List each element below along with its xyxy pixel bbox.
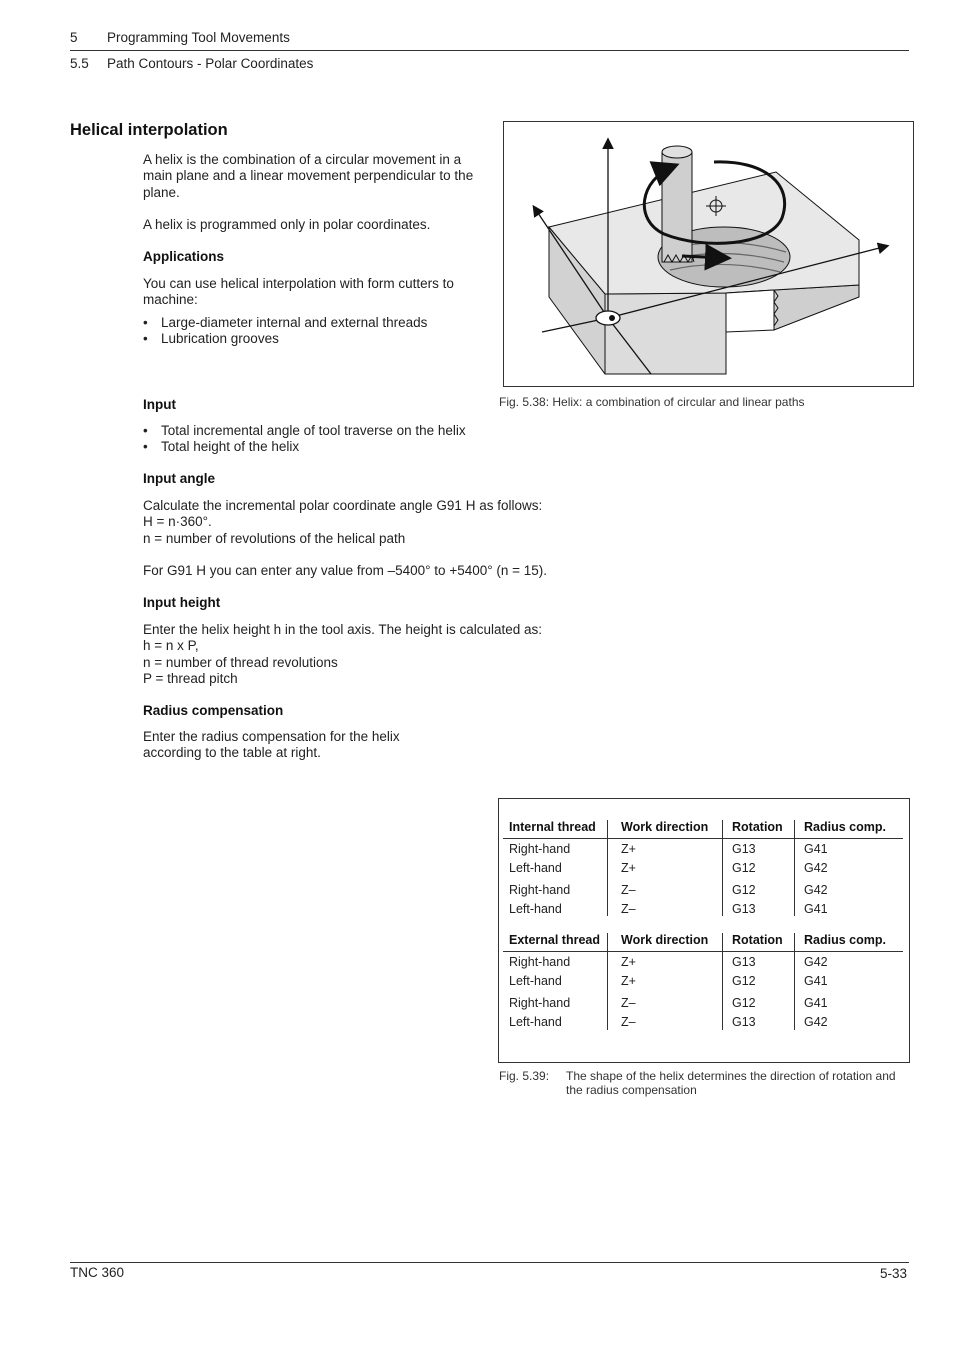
table-cell: G42 [804, 883, 828, 897]
input-angle-line: n = number of revolutions of the helical path [143, 530, 406, 546]
applications-paragraph: You can use helical interpolation with form cutters to machine: [143, 276, 454, 308]
chapter-title: Programming Tool Movements [107, 30, 290, 45]
table-cell: G41 [804, 974, 828, 988]
table-cell: G12 [732, 883, 756, 897]
table-cell: G42 [804, 955, 828, 969]
radius-comp-block [143, 729, 483, 762]
table-rule [503, 951, 903, 952]
page-title: Helical interpolation [70, 121, 228, 139]
table-cell: Right-hand [509, 883, 571, 897]
table-rule [794, 933, 795, 1030]
input-angle-heading: Input angle [143, 471, 215, 486]
list-item: • Lubrication grooves [143, 331, 483, 347]
radius-comp-line: Enter the radius compensation for the helix [143, 729, 400, 744]
table-cell: Right-hand [509, 996, 571, 1010]
intro-paragraph: A helix is programmed only in polar coordinates. [143, 217, 431, 232]
applications-list [143, 315, 483, 348]
table-cell: Z+ [621, 861, 636, 875]
intro-block [143, 152, 483, 201]
table-rule [607, 820, 608, 916]
list-item: • Total incremental angle of tool traverse on the helix [143, 423, 523, 439]
applications-heading: Applications [143, 249, 225, 264]
input-angle-note-text: For G91 H you can enter any value from –5400° to +5400° (n = 15). [143, 563, 548, 578]
list-item: • Large-diameter internal and external threads [143, 315, 483, 331]
table-cell: Z– [621, 883, 636, 897]
table-header-cell: External thread [509, 933, 601, 947]
input-angle-line: Calculate the incremental polar coordinate angle G91 H as follows: [143, 498, 543, 513]
radius-comp-heading: Radius compensation [143, 703, 284, 718]
applications-text [143, 276, 473, 309]
table-cell: Right-hand [509, 955, 571, 969]
table-cell: Z– [621, 1015, 636, 1029]
table-header-cell: Work direction [621, 820, 709, 834]
intro-paragraph: A helix is the combination of a circular movement in a main plane and a linear movement perpendicular to the plane. [143, 152, 474, 200]
section-title: Path Contours - Polar Coordinates [107, 56, 314, 71]
helix-illustration [504, 122, 913, 386]
table-header-cell: Internal thread [509, 820, 596, 834]
table-header-cell: Rotation [732, 933, 783, 947]
input-angle-block [143, 498, 603, 547]
table-header-cell: Radius comp. [804, 933, 886, 947]
list-item: • Total height of the helix [143, 439, 523, 455]
table-cell: Z+ [621, 955, 636, 969]
footer-rule [70, 1262, 909, 1263]
helix-figure [503, 121, 914, 387]
table-cell: Left-hand [509, 861, 562, 875]
input-list [143, 423, 523, 456]
table-cell: G41 [804, 996, 828, 1010]
input-angle-note [143, 563, 613, 579]
table-cell: Z– [621, 996, 636, 1010]
table-cell: Right-hand [509, 842, 571, 856]
table-cell: G41 [804, 902, 828, 916]
intro-block-2 [143, 217, 483, 233]
table-rule [722, 820, 723, 916]
table-cell: G13 [732, 1015, 756, 1029]
table-cell: Left-hand [509, 902, 562, 916]
table-header-cell: Rotation [732, 820, 783, 834]
radius-comp-line: according to the table at right. [143, 745, 321, 761]
table-cell: G42 [804, 861, 828, 875]
input-heading: Input [143, 397, 176, 412]
table-cell: Z+ [621, 842, 636, 856]
table-rule [607, 933, 608, 1030]
table-cell: G12 [732, 996, 756, 1010]
table-cell: G13 [732, 842, 756, 856]
section-number: 5.5 [70, 56, 89, 71]
table-cell: G42 [804, 1015, 828, 1029]
input-height-line: Enter the helix height h in the tool axis. The height is calculated as: [143, 622, 542, 637]
table-cell: G12 [732, 861, 756, 875]
table-rule [722, 933, 723, 1030]
input-height-block [143, 622, 603, 687]
table-cell: Left-hand [509, 974, 562, 988]
input-height-line: n = number of thread revolutions [143, 654, 338, 670]
table-cell: G41 [804, 842, 828, 856]
input-height-line: P = thread pitch [143, 670, 238, 686]
figure-caption-text: The shape of the helix determines the direction of rotation and the radius compensation [566, 1069, 896, 1097]
table-cell: G12 [732, 974, 756, 988]
input-angle-line: H = n·360°. [143, 514, 212, 530]
table-cell: Z+ [621, 974, 636, 988]
input-height-line: h = n x P, [143, 638, 199, 654]
input-height-heading: Input height [143, 595, 221, 610]
footer-manual-name: TNC 360 [70, 1265, 125, 1280]
table-cell: Z– [621, 902, 636, 916]
table-rule [794, 820, 795, 916]
chapter-number: 5 [70, 30, 78, 45]
table-cell: Left-hand [509, 1015, 562, 1029]
table-cell: G13 [732, 902, 756, 916]
table-header-cell: Radius comp. [804, 820, 886, 834]
figure-caption: Fig. 5.38: Helix: a combination of circular and linear paths [499, 395, 805, 409]
header-rule [70, 50, 909, 51]
page-number: 5-33 [880, 1266, 908, 1281]
figure-caption-label: Fig. 5.39: [499, 1069, 550, 1083]
table-header-cell: Work direction [621, 933, 709, 947]
table-cell: G13 [732, 955, 756, 969]
table-rule [503, 838, 903, 839]
